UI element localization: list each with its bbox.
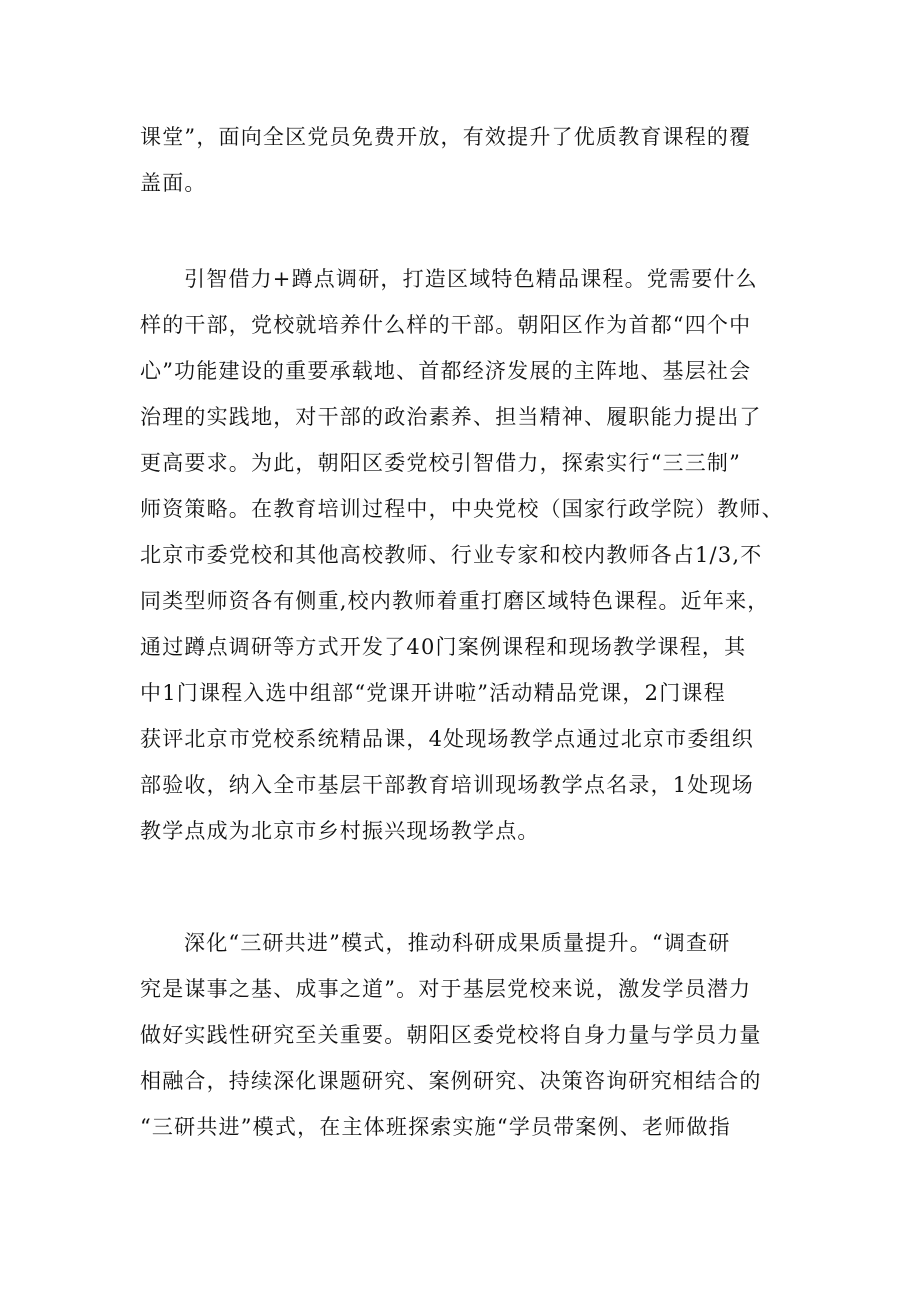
text-line: 部验收，纳入全市基层干部教育培训现场教学点名录，1处现场 <box>140 773 754 797</box>
text-line: 获评北京市党校系统精品课，4处现场教学点通过北京市委组织 <box>140 727 754 751</box>
text-line-first: 引智借力+蹲点调研，打造区域特色精品课程。党需要什么 <box>184 267 758 291</box>
text-line: 中1门课程入选中组部“党课开讲啦”活动精品党课，2门课程 <box>140 681 726 705</box>
text-line-first: 深化“三研共进”模式，推动科研成果质量提升。“调查研 <box>184 931 731 955</box>
text-line: 治理的实践地，对干部的政治素养、担当精神、履职能力提出了 <box>140 405 762 429</box>
text-line: 教学点成为北京市乡村振兴现场教学点。 <box>140 819 540 843</box>
text-line: 究是谋事之基、成事之道”。对于基层党校来说，激发学员潜力 <box>140 977 752 1001</box>
paragraph-featured-courses <box>140 256 790 854</box>
text-line: 样的干部，党校就培养什么样的干部。朝阳区作为首都“四个中 <box>140 313 752 337</box>
text-line: “三研共进”模式，在主体班探索实施“学员带案例、老师做指 <box>140 1115 731 1139</box>
text-line: 相融合，持续深化课题研究、案例研究、决策咨询研究相结合的 <box>140 1069 762 1093</box>
text-line: 同类型师资各有侧重,校内教师着重打磨区域特色课程。近年来， <box>140 589 770 613</box>
text-line: 课堂”，面向全区党员免费开放，有效提升了优质教育课程的覆 <box>140 125 752 149</box>
paragraph-research-model <box>140 920 790 1150</box>
text-line: 更高要求。为此，朝阳区委党校引智借力，探索实行“三三制” <box>140 451 742 475</box>
text-line: 心”功能建设的重要承载地、首都经济发展的主阵地、基层社会 <box>140 359 752 383</box>
text-line: 盖面。 <box>140 171 207 195</box>
text-line: 通过蹲点调研等方式开发了40门案例课程和现场教学课程，其 <box>140 635 747 659</box>
paragraph-continuation <box>140 114 790 206</box>
text-line: 做好实践性研究至关重要。朝阳区委党校将自身力量与学员力量 <box>140 1023 762 1047</box>
text-line: 北京市委党校和其他高校教师、行业专家和校内教师各占1/3,不 <box>140 543 763 567</box>
text-line: 师资策略。在教育培训过程中，中央党校（国家行政学院）教师、 <box>140 497 784 521</box>
